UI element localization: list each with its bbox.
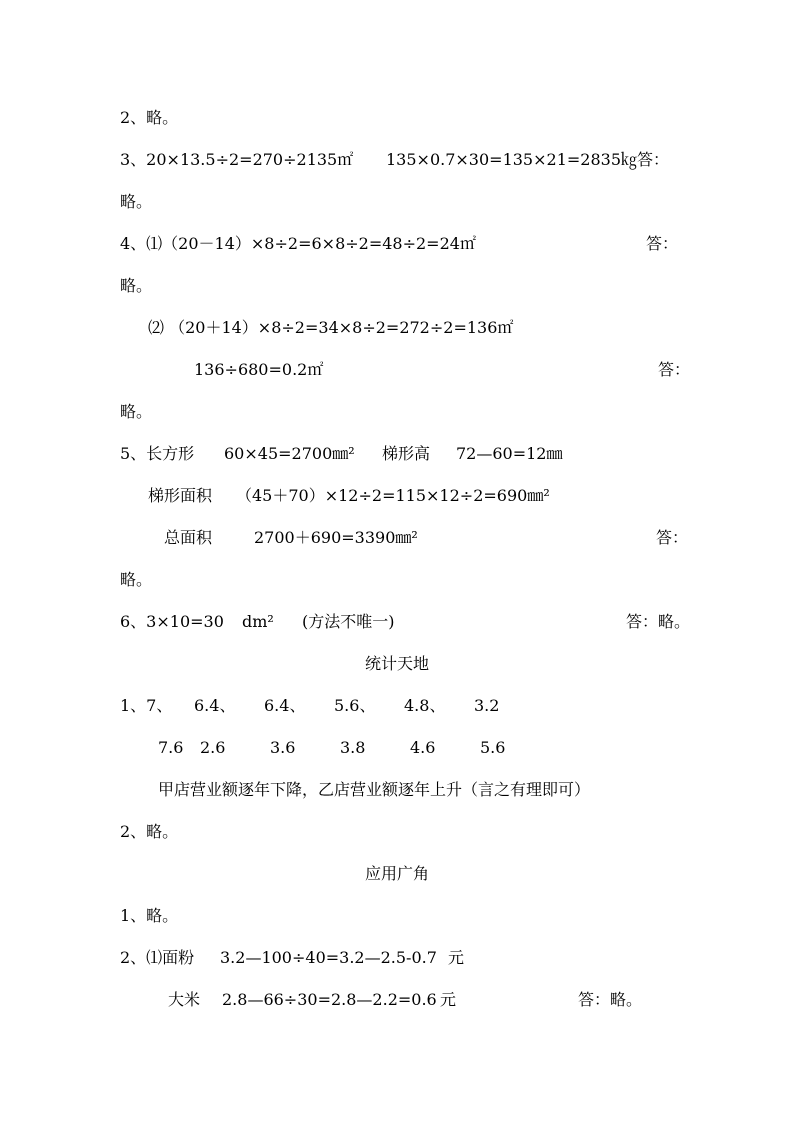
answer-5-trap-height-label: 梯形高 xyxy=(382,444,431,463)
answer-line-2: 2、略。 xyxy=(120,108,179,127)
stat-value: 2.6 xyxy=(200,738,226,757)
answer-5-label: 答： xyxy=(656,528,689,547)
answer-5-rect-label: 5、长方形 xyxy=(120,444,195,463)
answer-5-total-calc: 2700＋690=3390㎜² xyxy=(254,528,418,547)
stat-value: 3.6 xyxy=(270,738,296,757)
stat-value: 4.6 xyxy=(410,738,436,757)
stat-value: 3.2 xyxy=(474,696,500,715)
answer-3-omit: 略。 xyxy=(120,192,153,211)
answer-3-calc-1: 3、20×13.5÷2=270÷2135㎡ xyxy=(120,150,354,169)
stat-value: 6.4、 xyxy=(264,696,306,715)
stat-value: 6.4、 xyxy=(194,696,236,715)
answer-5-trap-height-calc: 72—60=12㎜ xyxy=(456,444,563,463)
statistics-answer-2: 2、略。 xyxy=(120,822,179,841)
stat-value: 5.6 xyxy=(480,738,506,757)
application-answer-label: 答：略。 xyxy=(578,990,643,1009)
application-flour-calc: 3.2—100÷40=3.2—2.5-0.7 xyxy=(220,948,437,967)
answer-4-omit: 略。 xyxy=(120,276,153,295)
section-heading-application: 应用广角 xyxy=(364,864,429,883)
answer-5-omit: 略。 xyxy=(120,570,153,589)
answer-6-label: 答：略。 xyxy=(626,612,691,631)
answer-4-part-1: 4、⑴（20－14）×8÷2=6×8÷2=48÷2=24㎡ xyxy=(120,234,476,253)
application-answer-1: 1、略。 xyxy=(120,906,179,925)
answer-4-part-2: ⑵ （20＋14）×8÷2=34×8÷2=272÷2=136㎡ xyxy=(148,318,514,337)
answer-3-calc-2: 135×0.7×30=135×21=2835㎏答： xyxy=(386,150,669,169)
application-flour-label: 2、⑴面粉 xyxy=(120,948,195,967)
answer-6-unit: dm² xyxy=(242,612,274,631)
answer-5-trap-area-label: 梯形面积 xyxy=(148,486,213,505)
application-rice-unit: 元 xyxy=(440,990,457,1009)
answer-4-label: 答： xyxy=(646,234,679,253)
answer-5-rect-calc: 60×45=2700㎜² xyxy=(224,444,355,463)
statistics-conclusion: 甲店营业额逐年下降，乙店营业额逐年上升（言之有理即可） xyxy=(158,780,591,799)
application-rice-calc: 2.8—66÷30=2.8—2.2=0.6 xyxy=(222,990,437,1009)
stat-value: 7.6 xyxy=(158,738,184,757)
answer-6-calc: 6、3×10=30 xyxy=(120,612,224,631)
section-heading-statistics: 统计天地 xyxy=(364,654,429,673)
stat-value: 1、7、 xyxy=(120,696,173,715)
answer-5-trap-area-calc: （45＋70）×12÷2=115×12÷2=690㎜² xyxy=(236,486,550,505)
answer-4-part-2-calc: 136÷680=0.2㎡ xyxy=(194,360,324,379)
stat-value: 5.6、 xyxy=(334,696,376,715)
answer-6-note: (方法不唯一) xyxy=(302,612,395,631)
answer-4-part-2-label: 答： xyxy=(658,360,691,379)
application-flour-unit: 元 xyxy=(448,948,465,967)
answer-4-part-2-omit: 略。 xyxy=(120,402,153,421)
stat-value: 4.8、 xyxy=(404,696,446,715)
answer-5-total-label: 总面积 xyxy=(164,528,213,547)
application-rice-label: 大米 xyxy=(168,990,201,1009)
stat-value: 3.8 xyxy=(340,738,366,757)
